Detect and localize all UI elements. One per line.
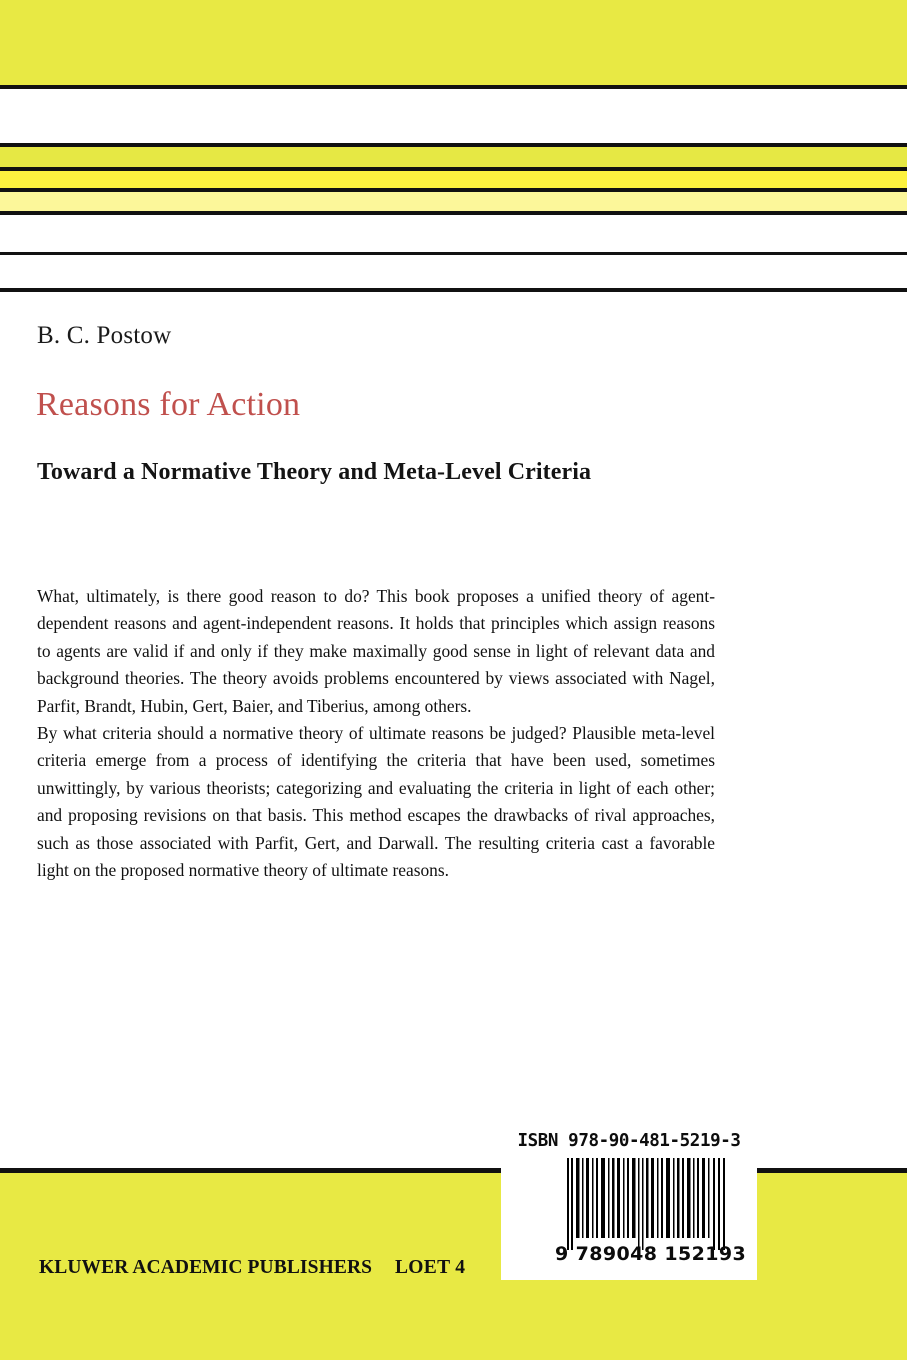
horizontal-rule-7: [0, 288, 907, 292]
yellow-green-stripe: [0, 147, 907, 167]
top-yellow-block: [0, 0, 907, 85]
blurb-text: [37, 583, 715, 884]
bright-yellow-stripe: [0, 171, 907, 188]
isbn-text: ISBN 978-90-481-5219-3: [517, 1131, 741, 1151]
book-title: Reasons for Action: [36, 386, 301, 423]
ean13-barcode-icon: [567, 1158, 727, 1250]
blurb-paragraph-1: What, ultimately, is there good reason to do? This book proposes a unified theory of agent-dependent reasons and agent-independent reasons. It holds that principles which assign reasons to agents are valid if and only if they make maximally good sense in light of relevant data and background theories. The theory avoids problems encountered by views associated with Nagel, Parfit, Brandt, Hubin, Gert, Baier, and Tiberius, among others.: [37, 586, 715, 716]
barcode-panel: [501, 1125, 757, 1280]
pale-yellow-stripe: [0, 192, 907, 211]
barcode-digits: 9 789048 152193: [555, 1243, 747, 1265]
book-subtitle: Toward a Normative Theory and Meta-Level Criteria: [37, 459, 592, 485]
white-band-2: [0, 215, 907, 252]
white-band-3: [0, 255, 907, 288]
author-name: B. C. Postow: [37, 322, 172, 349]
white-band-1: [0, 89, 907, 143]
publisher-name: KLUWER ACADEMIC PUBLISHERS: [39, 1257, 373, 1278]
blurb-paragraph-2: By what criteria should a normative theory of ultimate reasons be judged? Plausible meta-level criteria emerge from a process of identifying the criteria that have been used, sometimes unwittingly, by various theorists; categorizing and evaluating the criteria in light of each other; and proposing revisions on that basis. This method escapes the drawbacks of rival approaches, such as those associated with Parfit, Gert, and Darwall. The resulting criteria cast a favorable light on the proposed normative theory of ultimate reasons.: [37, 723, 715, 881]
series-code: LOET 4: [395, 1257, 466, 1278]
